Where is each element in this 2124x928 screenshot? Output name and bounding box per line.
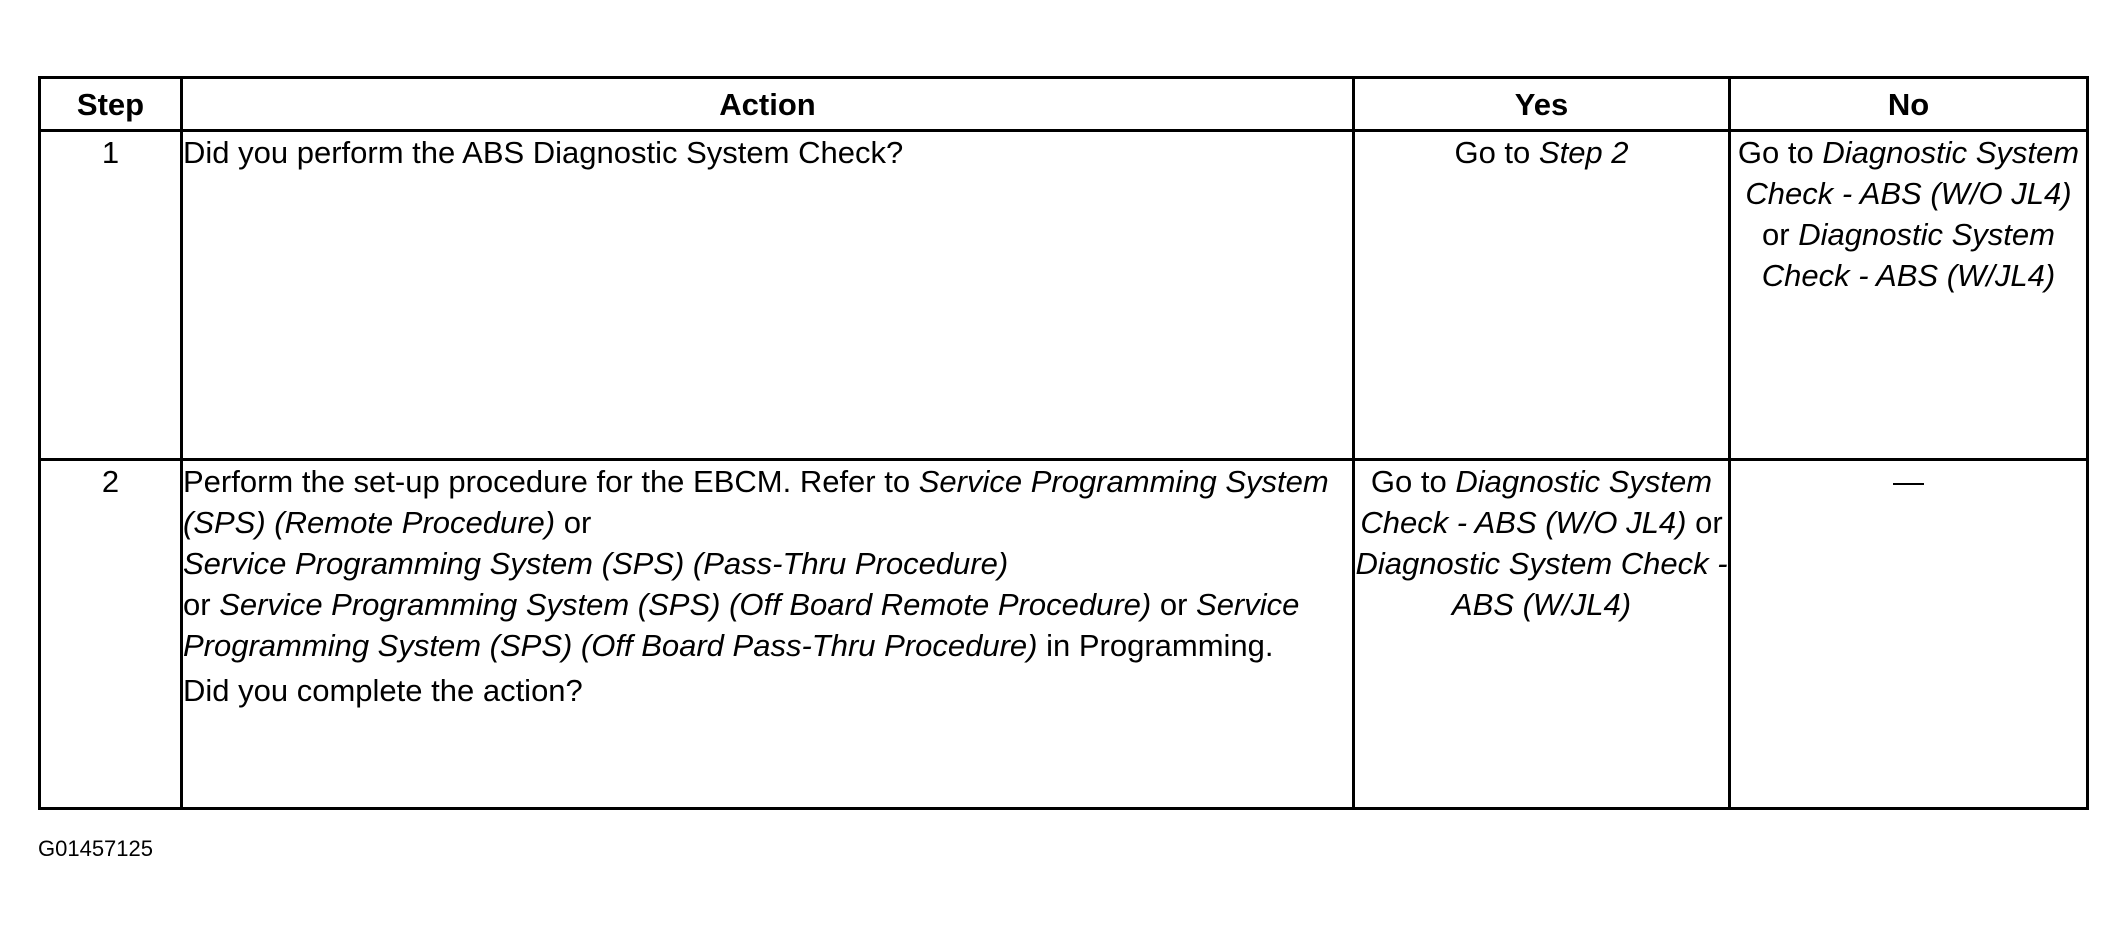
no-dash: — — [1893, 464, 1924, 499]
action-question: Did you complete the action? — [183, 673, 583, 708]
action-or: or — [555, 505, 592, 540]
header-yes: Yes — [1354, 78, 1730, 131]
header-row — [40, 78, 2088, 131]
figure-id: G01457125 — [38, 836, 153, 861]
header-action: Action — [182, 78, 1354, 131]
diagnostic-table — [38, 76, 2089, 810]
yes-cell — [1354, 131, 1730, 460]
yes-joiner: or — [1686, 505, 1723, 540]
ref-sps-off-board-remote[interactable]: Service Programming System (SPS) (Off Board Remote Procedure) — [219, 587, 1152, 622]
action-tail: in Programming. — [1037, 628, 1274, 663]
header-step: Step — [40, 78, 182, 131]
action-cell — [182, 131, 1354, 460]
yes-link-abs-wo-jl4[interactable]: Diagnostic System Check - ABS (W/O JL4) — [1360, 464, 1713, 540]
ref-sps-pass-thru[interactable]: Service Programming System (SPS) (Pass-Thru Procedure) — [183, 546, 1009, 581]
ref-sps-off-board-pass-thru[interactable]: Service Programming System (SPS) (Off Board Pass-Thru Procedure) — [183, 587, 1300, 663]
action-intro: Perform the set-up procedure for the EBCM. Refer to — [183, 464, 919, 499]
action-text — [183, 461, 1352, 666]
no-cell — [1730, 460, 2088, 809]
step-number: 2 — [40, 460, 182, 809]
yes-prefix: Go to — [1454, 135, 1539, 170]
step-number: 1 — [40, 131, 182, 460]
action-text: Did you perform the ABS Diagnostic System Check? — [183, 135, 904, 170]
action-or: or — [183, 587, 220, 622]
action-cell — [182, 460, 1354, 809]
yes-link-step-2[interactable]: Step 2 — [1538, 135, 1629, 170]
no-cell — [1730, 131, 2088, 460]
yes-link-abs-w-jl4[interactable]: Diagnostic System Check - ABS (W/JL4) — [1355, 546, 1728, 622]
header-no: No — [1730, 78, 2088, 131]
yes-prefix: Go to — [1370, 464, 1456, 499]
table-row — [40, 131, 2088, 460]
action-or: or — [1151, 587, 1197, 622]
no-prefix: Go to — [1737, 135, 1823, 170]
yes-cell — [1354, 460, 1730, 809]
table-row — [40, 460, 2088, 809]
no-link-abs-wo-jl4[interactable]: Diagnostic System Check - ABS (W/O JL4) — [1745, 135, 2080, 211]
ref-sps-remote[interactable]: Service Programming System (SPS) (Remote Procedure) — [183, 464, 1329, 540]
no-joiner: or — [1762, 217, 1799, 252]
no-link-abs-w-jl4[interactable]: Diagnostic System Check - ABS (W/JL4) — [1761, 217, 2056, 293]
